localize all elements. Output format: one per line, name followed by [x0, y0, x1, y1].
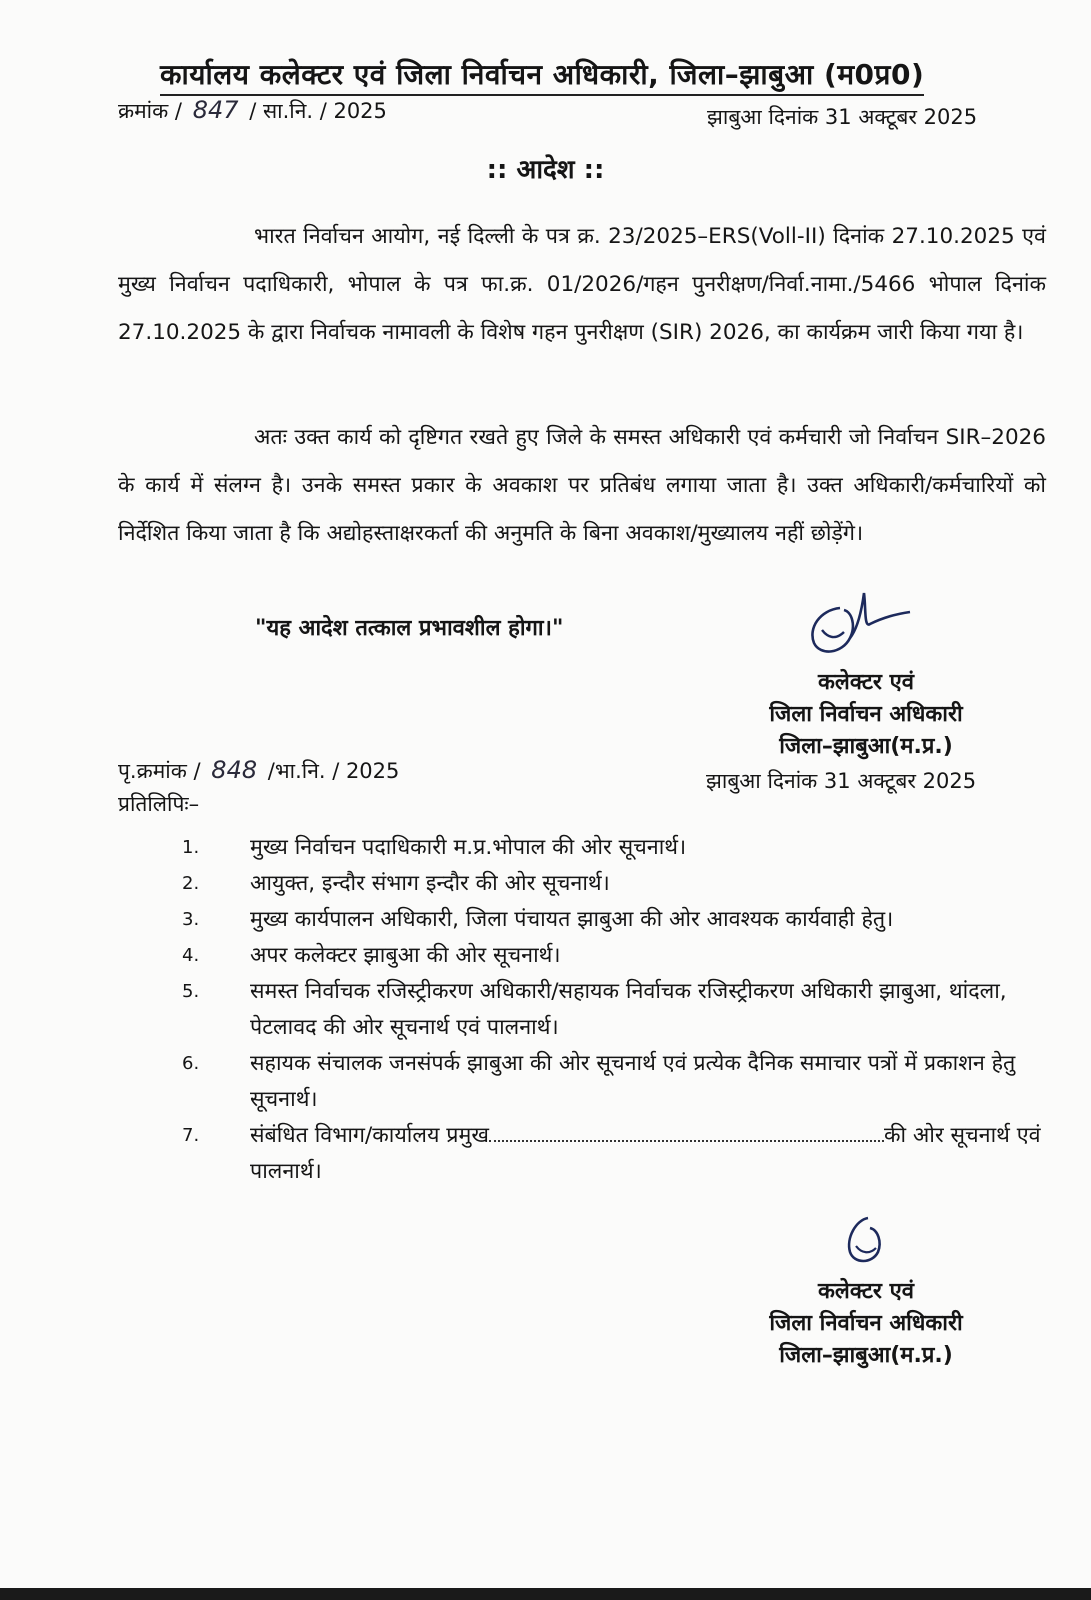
ref-suffix: / सा.नि. / 2025 [249, 99, 387, 123]
signature-mark [800, 588, 920, 663]
blank-fill-line [489, 1126, 884, 1142]
list-item [180, 866, 1050, 902]
signatory-office: जिला निर्वाचन अधिकारी [769, 702, 963, 727]
copy-list [180, 830, 1050, 1190]
list-number: 4. [182, 945, 200, 966]
order-reference [118, 96, 387, 125]
list-item [180, 1046, 1050, 1118]
list-text: मुख्य कार्यपालन अधिकारी, जिला पंचायत झाबुआ की ओर आवश्यक कार्यवाही हेतु। [250, 907, 894, 932]
list-text: संबंधित विभाग/कार्यालय प्रमुख [250, 1123, 489, 1148]
list-text: सहायक संचालक जनसंपर्क झाबुआ की ओर सूचनार्थ एवं प्रत्येक दैनिक समाचार पत्रों में प्रकाशन हेतु सूचनार्थ। [250, 1051, 1016, 1112]
copy-ref-suffix: /भा.नि. / 2025 [267, 759, 400, 783]
signature-block [726, 667, 1006, 763]
list-item [180, 902, 1050, 938]
office-title: कार्यालय कलेक्टर एवं जिला निर्वाचन अधिकारी, जिला–झाबुआ (म0प्र0) [160, 55, 924, 96]
list-number: 6. [182, 1053, 200, 1074]
copy-ref-prefix: पृ.क्रमांक / [118, 759, 201, 783]
copy-ref-number-handwritten: 848 [211, 756, 258, 784]
list-text: अपर कलेक्टर झाबुआ की ओर सूचनार्थ। [250, 943, 561, 968]
list-text: आयुक्त, इन्दौर संभाग इन्दौर की ओर सूचनार्थ। [250, 871, 610, 896]
signatory-district-2: जिला–झाबुआ(म.प्र.) [779, 1343, 953, 1368]
signatory-designation: कलेक्टर एवं [818, 670, 914, 695]
copy-label: प्रतिलिपिः– [118, 792, 200, 816]
order-paragraph-1: भारत निर्वाचन आयोग, नई दिल्ली के पत्र क्र. 23/2025–ERS(Voll-II) दिनांक 27.10.2025 एवं मुख्य निर्वाचन पदाधिकारी, भोपाल के पत्र फा.क्र. 01/2026/गहन पुनरीक्षण/निर्वा.नामा./5466 भोपाल दिनांक 27.10.2025 के द्वारा निर्वाचक नामावली के विशेष गहन पुनरीक्षण (SIR) 2026, का कार्यक्रम जारी किया गया है। [118, 224, 1046, 345]
signatory-office-2: जिला निर्वाचन अधिकारी [769, 1311, 963, 1336]
list-item [180, 830, 1050, 866]
list-number: 1. [182, 837, 200, 858]
signatory-designation-2: कलेक्टर एवं [818, 1279, 914, 1304]
list-number: 7. [182, 1125, 200, 1146]
list-item [180, 974, 1050, 1046]
order-date: झाबुआ दिनांक 31 अक्टूबर 2025 [707, 105, 978, 129]
list-number: 3. [182, 909, 200, 930]
effective-statement: "यह आदेश तत्काल प्रभावशील होगा।" [255, 616, 564, 641]
ref-prefix: क्रमांक / [118, 99, 183, 123]
list-text-continued: की ओर सूचनार्थ एवं पालनार्थ। [250, 1123, 1041, 1184]
signature-block-2 [726, 1276, 1006, 1372]
signature-mark-2 [838, 1210, 898, 1270]
list-number: 5. [182, 981, 200, 1002]
order-heading: :: आदेश :: [486, 155, 605, 185]
copy-date: झाबुआ दिनांक 31 अक्टूबर 2025 [706, 769, 977, 793]
list-text: मुख्य निर्वाचन पदाधिकारी म.प्र.भोपाल की ओर सूचनार्थ। [250, 835, 687, 860]
list-text: समस्त निर्वाचक रजिस्ट्रीकरण अधिकारी/सहायक निर्वाचक रजिस्ट्रीकरण अधिकारी झाबुआ, थांदला, पेटलावद की ओर सूचनार्थ एवं पालनार्थ। [250, 979, 1007, 1040]
scan-bottom-edge [0, 1588, 1091, 1600]
list-item [180, 938, 1050, 974]
signatory-district: जिला–झाबुआ(म.प्र.) [779, 734, 953, 759]
ref-number-handwritten: 847 [192, 96, 239, 124]
order-paragraph-2: अतः उक्त कार्य को दृष्टिगत रखते हुए जिले के समस्त अधिकारी एवं कर्मचारी जो निर्वाचन SIR–2026 के कार्य में संलग्न है। उनके समस्त प्रकार के अवकाश पर प्रतिबंध लगाया जाता है। उक्त अधिकारी/कर्मचारियों को निर्देशित किया जाता है कि अद्योहस्ताक्षरकर्ता की अनुमति के बिना अवकाश/मुख्यालय नहीं छोड़ेंगे। [118, 425, 1046, 546]
list-number: 2. [182, 873, 200, 894]
copy-reference [118, 756, 399, 785]
list-item [180, 1118, 1050, 1190]
